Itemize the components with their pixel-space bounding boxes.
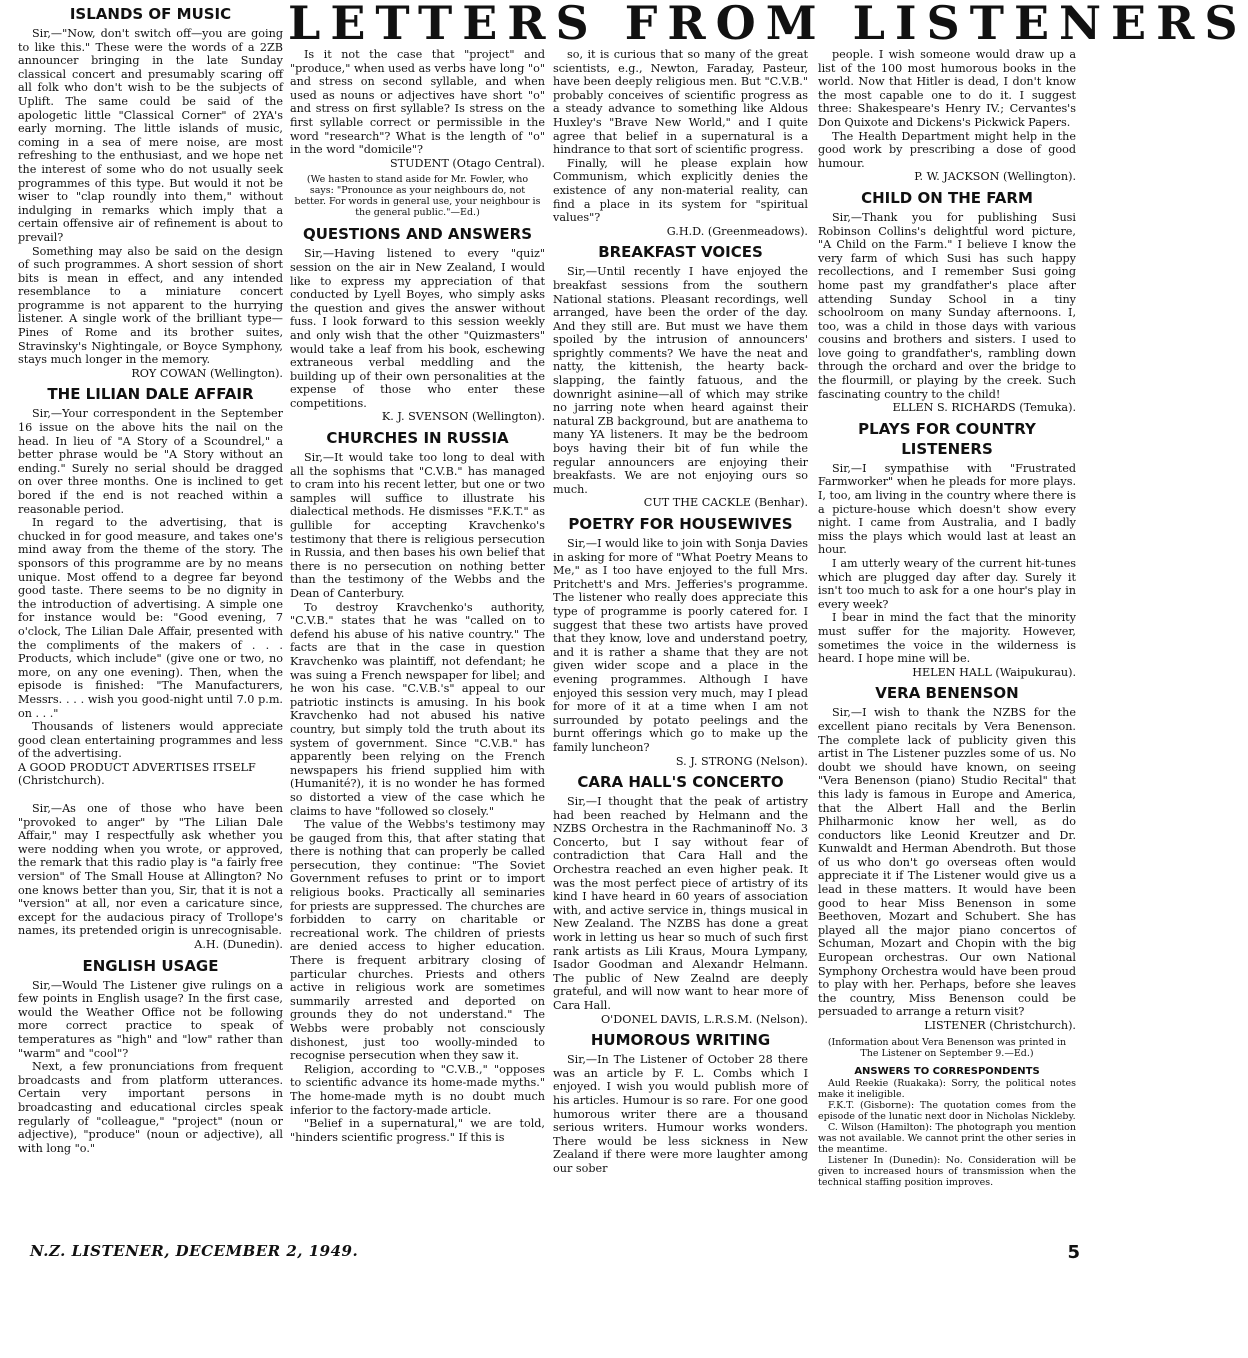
column-4: [818, 48, 1076, 1188]
letter-paragraph: Sir,—I thought that the peak of artistry had been reached by Helmann and the NZBS Orchestra in the Rachmaninoff No. 3 Concerto, but I say without fear of contradiction that Cara Hall and the Orchestra reached an even higher peak. It was the most perfect piece of artistry of its kind I have heard in 60 years of association with, and active service in, things musical in New Zealand. The NZBS has done a great work in letting us hear so much of such first rank artists as Lili Kraus, Moura Lympany, Isador Goodman and Alexandr Helmann. The public of New Zealnd are deeply grateful, and will now want to hear more of Cara Hall.: [553, 795, 808, 1012]
letter-paragraph: people. I wish someone would draw up a list of the 100 most humorous books in the world. Now that Hitler is dead, I don't know the most capable one to do it. I suggest three: Shakespeare's Henry IV.; Cervantes's Don Quixote and Dickens's Pickwick Papers.: [818, 48, 1076, 129]
publication-dateline: N.Z. LISTENER, DECEMBER 2, 1949.: [30, 1242, 359, 1260]
letter-signature: ROY COWAN (Wellington).: [131, 366, 283, 380]
letter-paragraph: Sir,—"Now, don't switch off—you are going to like this." These were the words of a 2ZB announcer bringing in the late Sunday classical concert and presumably scaring off all folk who don't wish to be the subjects of Uplift. The same could be said of the apologetic little "Classical Corner" of 2YA's early morning. The little islands of music, coming in a sea of mere noise, are most refreshing to the enthusiast, and we hope net the interest of some who do not usually seek programmes of this type. But would it not be wiser to "clap roundly into them," without indulging in remarks which imply that a certain offensive air of refinement is about to prevail?: [18, 27, 283, 244]
page-footer: [30, 1242, 1080, 1266]
letter-paragraph: Sir,—Your correspondent in the September 16 issue on the above hits the nail on the head. In lieu of "A Story of a Scoundrel," a better phrase would be "A Story without an ending." Surely no serial should be dragged on over three months. One is inclined to get bored if the end is not reached within a reasonable period.: [18, 407, 283, 516]
heading-vera-benenson: VERA BENENSON: [875, 684, 1019, 703]
letter-paragraph: The value of the Webbs's testimony may be gauged from this, that after stating that there is nothing that can properly be called persecution, they continue: "The Soviet Government refuses to print or to import religious books. Practically all seminaries for priests are suppressed. The churches are forbidden to carry on charitable or recreational work. The children of priests are denied access to higher education. There is frequent arbitrary closing of particular churches. Priests and others active in religious work are sometimes summarily arrested and deported on grounds they do not understand." The Webbs were probably not consciously dishonest, just too woolly-minded to recognise persecution when they saw it.: [290, 818, 545, 1063]
letter-paragraph: Finally, will he please explain how Communism, which explicitly denies the existence of any non-material reality, can find a place in its system for "spiritual values"?: [553, 156, 808, 225]
letter-paragraph: Next, a few pronunciations from frequent broadcasts and from platform utterances. Certain very important persons in broadcasting and educational circles speak regularly of "colleague," "project" (noun or adjective), "produce" (noun or adjective), all with long "o.": [18, 1060, 283, 1155]
letter-signature: O'DONEL DAVIS, L.R.S.M. (Nelson).: [600, 1012, 808, 1026]
letter-paragraph: In regard to the advertising, that is chucked in for good measure, and takes one's mind away from the theme of the story. The sponsors of this programme are by no means unique. Most offend to a degree far beyond good taste. There seems to be no dignity in the introduction of advertising. A simple one for instance would be: "Good evening, 7 o'clock, The Lilian Dale Affair, presented with the compliments of the makers of . . . Products, which include" (give one or two, no more, on any one evening). Then, when the episode is finished: "The Manufacturers, Messrs. . . . wish you good-night until 7.0 p.m. on . . .": [18, 516, 283, 720]
letter-signature: ELLEN S. RICHARDS (Temuka).: [892, 401, 1076, 415]
letter-paragraph: Thousands of listeners would appreciate good clean entertaining programmes and less of the advertising.: [18, 720, 283, 761]
heading-answers-to-correspondents: ANSWERS TO CORRESPONDENTS: [854, 1065, 1040, 1077]
letter-paragraph: Sir,—It would take too long to deal with all the sophisms that "C.V.B." has managed to cram into his recent letter, but one or two samples will suffice to illustrate his dialectical methods. He dismisses "F.K.T." as gullible for accepting Kravchenko's testimony that there is religious persecution in Russia, and then bases his own belief that there is no persecution on nothing better than the testimony of the Webbs and the Dean of Canterbury.: [290, 451, 545, 600]
heading-plays-for-country-listeners: PLAYS FOR COUNTRY LISTENERS: [858, 419, 1036, 458]
letter-paragraph: Sir,—Having listened to every "quiz" session on the air in New Zealand, I would like to express my appreciation of that conducted by Lyell Boyes, who simply asks the question and gives the answer without fuss. I look forward to this session weekly and only wish that the other "Quizmasters" would take a leaf from his book, eschewing extraneous verbal meddling and the building up of their own personalities at the expense of those who enter these competitions.: [290, 247, 545, 410]
heading-islands-of-music: ISLANDS OF MUSIC: [69, 5, 232, 23]
letter-signature: A GOOD PRODUCT ADVERTISES ITSELF (Christchurch).: [18, 760, 256, 788]
heading-humorous-writing: HUMOROUS WRITING: [590, 1031, 771, 1050]
letter-paragraph: Something may also be said on the design of such programmes. A short session of short bits is mean in effect, and any intended resemblance to a miniature concert programme is not apparent to the hurrying listener. A single work of the brilliant type—Pines of Rome and its brother suites, Stravinsky's Nightingale, or Boyce Symphony, stays much longer in the memory.: [18, 244, 283, 367]
letter-signature: P. W. JACKSON (Wellington).: [914, 170, 1076, 184]
column-2: [290, 48, 545, 1144]
letter-paragraph: I bear in mind the fact that the minority must suffer for the majority. However, sometimes the voice in the wilderness is heard. I hope mine will be.: [818, 611, 1076, 666]
spacer: [18, 792, 283, 802]
heading-questions-and-answers: QUESTIONS AND ANSWERS: [302, 225, 533, 244]
letter-signature: STUDENT (Otago Central).: [389, 156, 545, 170]
column-1: [18, 0, 283, 1155]
answer-item: C. Wilson (Hamilton): The photograph you mention was not available. We cannot print the other series in the meantime.: [818, 1121, 1076, 1155]
editor-note: (Information about Vera Benenson was printed in The Listener on September 9.—Ed.): [827, 1036, 1067, 1059]
letter-signature: LISTENER (Christchurch).: [924, 1019, 1076, 1032]
letter-signature: CUT THE CACKLE (Benhar).: [643, 496, 808, 510]
letter-signature: K. J. SVENSON (Wellington).: [381, 410, 545, 424]
letter-paragraph: so, it is curious that so many of the great scientists, e.g., Newton, Faraday, Pasteur, have been deeply religious men. But "C.V.B." probably conceives of scientific progress as a steady advance to something like Aldous Huxley's "Brave New World," and I quite agree that belief in a supernatural is a hindrance to that sort of scientific progress.: [553, 48, 808, 157]
letter-paragraph: Sir,—Until recently I have enjoyed the breakfast sessions from the southern National stations. Pleasant recordings, well arranged, have been the order of the day. And they still are. But must we have them spoiled by the intrusion of announcers' sprightly comments? We have the neat and natty, the kittenish, the hearty back-slapping, the faintly fatuous, and the downright asinine—all of which may strike no jarring note when heard against their natural ZB background, but are anathema to many YA listeners. It may be the bedroom boys having their bit of fun while the regular announcers are enjoying their breakfasts. We are not enjoying ours so much.: [553, 265, 808, 496]
letter-paragraph: To destroy Kravchenko's authority, "C.V.B." states that he was "called on to defend his abuse of his native country." The facts are that in the case in question Kravchenko was plaintiff, not defendant; he was suing a French newspaper for libel; and he won his case. "C.V.B.'s" appeal to our patriotic instincts is amusing. In his book Kravchenko had not abused his native country, but simply told the truth about its system of government. Since "C.V.B." has apparently been relying on the French newspapers his friend supplied him with (Humanité?), it is no wonder he has formed so distorted a view of the case which he claims to have "followed so closely.": [290, 600, 545, 818]
answer-item: Listener In (Dunedin): No. Consideration will be given to increased hours of transmission when the technical staffing position improves.: [818, 1154, 1076, 1188]
heading-poetry-for-housewives: POETRY FOR HOUSEWIVES: [568, 515, 793, 533]
page-number: 5: [1067, 1242, 1080, 1263]
heading-lilian-dale-affair: THE LILIAN DALE AFFAIR: [47, 385, 254, 404]
letter-paragraph: "Belief in a supernatural," we are told, "hinders scientific progress." If this is: [290, 1117, 545, 1144]
page-title: LETTERS FROM LISTENERS: [288, 0, 1248, 50]
heading-breakfast-voices: BREAKFAST VOICES: [598, 243, 763, 262]
heading-child-on-the-farm: CHILD ON THE FARM: [861, 188, 1033, 207]
heading-cara-halls-concerto: CARA HALL'S CONCERTO: [577, 773, 784, 792]
letter-paragraph: Sir,—Would The Listener give rulings on a few points in English usage? In the first case, would the Weather Office not be following more correct practice to speak of temperatures as "high" and "low" rather than "warm" and "cool"?: [18, 978, 283, 1060]
letter-signature: A.H. (Dunedin).: [194, 938, 283, 951]
letter-paragraph: Sir,—I would like to join with Sonja Davies in asking for more of "What Poetry Means to Me," as I too have enjoyed to the full Mrs. Pritchett's and Mrs. Jefferies's programme. The listener who really does appreciate this type of programme is poorly catered for. I suggest that these two artists have proved that they know, love and understand poetry, and it is rather a shame that they are not given wider scope and a place in the evening programmes. Although I have enjoyed this session very much, may I plead for more of it at a time when I am not surrounded by potato peelings and the burnt offerings which go to make up the family luncheon?: [553, 537, 808, 754]
heading-churches-in-russia: CHURCHES IN RUSSIA: [326, 429, 509, 448]
letter-paragraph: Religion, according to "C.V.B.," "opposes to scientific advance its home-made myths." The home-made myth is no doubt much inferior to the factory-made article.: [290, 1062, 545, 1117]
editor-note: (We hasten to stand aside for Mr. Fowler, who says: "Pronounce as your neighbours do, not better. For words in general use, your neighbour is the general public."—Ed.): [294, 174, 541, 219]
answer-item: Auld Reekie (Ruakaka): Sorry, the political notes make it ineligible.: [818, 1077, 1076, 1100]
letter-paragraph: Sir,—In The Listener of October 28 there was an article by F. L. Combs which I enjoyed. I wish you would publish more of his articles. Humour is so rare. For one good humorous writer there are a thousand serious writers. Humour works wonders. There would be less sickness in New Zealand if there were more laughter among our sober: [553, 1053, 808, 1175]
letter-paragraph: The Health Department might help in the good work by prescribing a dose of good humour.: [818, 129, 1076, 170]
letter-paragraph: Sir,—I sympathise with "Frustrated Farmworker" when he pleads for more plays. I, too, am living in the country where there is a picture-house which doesn't show every night. I came from Australia, and I badly miss the plays which would last at least an hour.: [818, 461, 1076, 557]
letter-signature: G.H.D. (Greenmeadows).: [666, 224, 808, 238]
letter-paragraph: Sir,—Thank you for publishing Susi Robinson Collins's delightful word picture, "A Child on the Farm." I believe I know the very farm of which Susi has such happy recollections, and I remember Susi going home past my grandfather's place after attending Sunday School in a tiny schoolroom on many Sunday afternoons. I, too, was a child in those days with various cousins and brothers and sisters. I used to love going to grandfather's, rambling down through the orchard and over the bridge to the flourmill, or playing by the creek. Such fascinating country to the child!: [818, 210, 1076, 401]
letter-signature: S. J. STRONG (Nelson).: [675, 754, 808, 768]
letter-signature: HELEN HALL (Waipukurau).: [912, 665, 1076, 679]
answer-item: F.K.T. (Gisborne): The quotation comes from the episode of the lunatic next door in Nicholas Nickleby.: [818, 1099, 1076, 1122]
heading-english-usage: ENGLISH USAGE: [82, 956, 219, 975]
letter-paragraph: Sir,—As one of those who have been "provoked to anger" by "The Lilian Dale Affair," may I respectfully ask whether you were nodding when you wrote, or approved, the remark that this radio play is "a fairly free version" of The Small House at Allington? No one knows better than you, Sir, that it is not a "version" at all, nor even a caricature since, except for the audacious piracy of Trollope's names, its pretended origin is unrecognisable.: [18, 802, 283, 938]
column-3: [553, 48, 808, 1176]
letter-paragraph: Is it not the case that "project" and "produce," when used as verbs have long "o" and stress on second syllable, and when used as nouns or adjectives have short "o" and stress on first syllable? Is stress on the first syllable correct or permissible in the word "research"? What is the length of "o" in the word "domicile"?: [290, 48, 545, 157]
letter-paragraph: I am utterly weary of the current hit-tunes which are plugged day after day. Surely it isn't too much to ask for a one hour's play in every week?: [818, 557, 1076, 611]
letter-paragraph: Sir,—I wish to thank the NZBS for the excellent piano recitals by Vera Benenson. The complete lack of publicity given this artist in The Listener puzzles some of us. No doubt we should have known, on seeing "Vera Benenson (piano) Studio Recital" that this lady is famous in Europe and America, that the Albert Hall and the Berlin Philharmonic know her well, as do conductors like Leonid Kreutzer and Dr. Kunwaldt and Herman Abendroth. But those of us who don't go overseas often would appreciate it if The Listener would give us a lead in these matters. It would have been good to hear Miss Benenson in some Beethoven, Mozart and Schubert. She has played all the major piano concertos of Schuman, Mozart and Chopin with the big European orchestras. Our own National Symphony Orchestra would have been proud to play with her. Perhaps, before she leaves the country, Miss Benenson could be persuaded to arrange a return visit?: [818, 706, 1076, 1019]
